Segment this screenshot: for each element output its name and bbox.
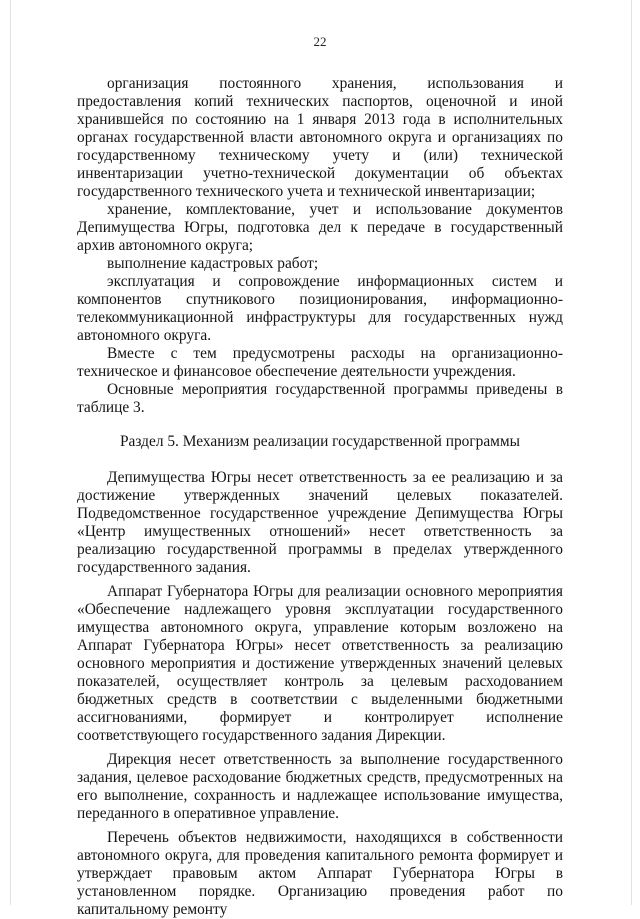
document-body xyxy=(77,75,563,919)
scan-edge-right xyxy=(631,0,632,905)
section-heading: Раздел 5. Механизм реализации государственной программы xyxy=(119,433,520,450)
page-number: 22 xyxy=(313,34,327,49)
paragraph-cadastral-works: выполнение кадастровых работ; xyxy=(107,255,319,272)
paragraph-main-activities: Основные мероприятия государственной программы приведены в таблице 3. xyxy=(77,381,563,416)
paragraph-real-estate-list: Перечень объектов недвижимости, находящихся в собственности автономного округа, для проведения капитального ремонта формирует и утверждает правовым актом Аппарат Губернатора Югры в установленном порядке. Организацию проведения работ по капитальному ремонту xyxy=(77,829,563,918)
paragraph-archive-organization: организация постоянного хранения, использования и предоставления копий технических паспортов, оценочной и иной хранившейся по состоянию на 1 января 2013 года в исполнительных органах государственной власти автономного округа и организациях по государственному техническому учету и (или) технической инвентаризации учетно-технической документации об объектах государственного технического учета и технической инвентаризации; xyxy=(77,75,563,200)
paragraph-expenses: Вместе с тем предусмотрены расходы на организационно-техническое и финансовое обеспечение деятельности учреждения. xyxy=(77,345,563,380)
paragraph-information-systems: эксплуатация и сопровождение информационных систем и компонентов спутникового позиционирования, информационно-телекоммуникационной инфраструктуры для государственных нужд автономного округа. xyxy=(77,273,563,344)
paragraph-directorate: Дирекция несет ответственность за выполнение государственного задания, целевое расходование бюджетных средств, предусмотренных на его выполнение, сохранность и надлежащее использование имущества, переданного в оперативное управление. xyxy=(77,751,563,822)
paragraph-documents-storage: хранение, комплектование, учет и использование документов Депимущества Югры, подготовка дел к передаче в государственный архив автономного округа; xyxy=(77,201,563,254)
paragraph-governor-apparatus: Аппарат Губернатора Югры для реализации основного мероприятия «Обеспечение надлежащего уровня эксплуатации государственного имущества автономного округа, управление которым возложено на Аппарат Губернатора Югры» несет ответственность за реализацию основного мероприятия и достижение утвержденных значений целевых показателей, осуществляет контроль за целевым расходованием бюджетных средств в соответствии с выделенными бюджетными ассигнованиями, формирует и контролирует исполнение соответствующего государственного задания Дирекции. xyxy=(77,583,563,744)
scan-edge-left xyxy=(10,0,11,905)
paragraph-responsibility: Депимущества Югры несет ответственность за ее реализацию и за достижение утвержденных значений целевых показателей. Подведомственное государственное учреждение Депимущества Югры «Центр имущественных отношений» несет ответственность за реализацию государственной программы в пределах утвержденного государственного задания. xyxy=(77,469,563,576)
